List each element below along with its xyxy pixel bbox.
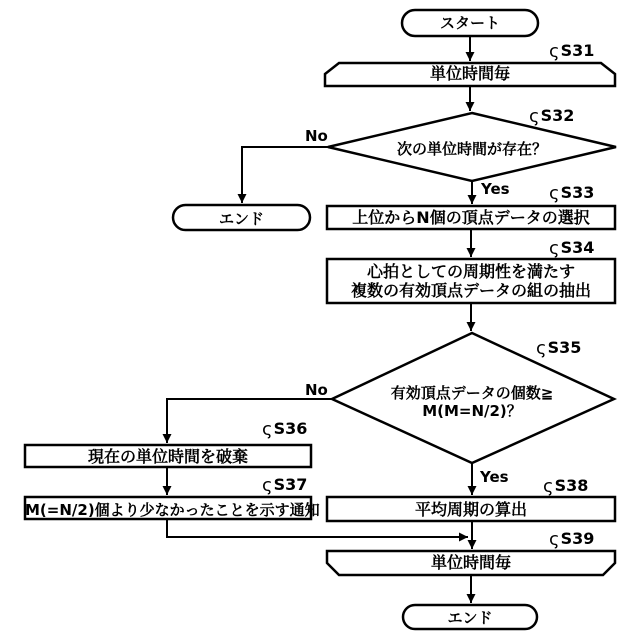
leader-squiggle-icon: ς [549, 183, 560, 204]
leader-squiggle-icon: ς [549, 529, 560, 550]
process-s38-label: 平均周期の算出 [414, 500, 527, 519]
process-s34-label-line2: 複数の有効頂点データの組の抽出 [350, 281, 591, 300]
loop-end-s39-label: 単位時間毎 [430, 553, 511, 572]
start-terminal-shape [402, 10, 538, 36]
loop-start-s31-shape [325, 63, 615, 86]
decision-s35-label-line1: 有効頂点データの個数≧ [390, 384, 554, 402]
process-s36-label: 現在の単位時間を破棄 [87, 447, 248, 466]
leader-squiggle-icon: ς [262, 475, 273, 496]
start-terminal-label: スタート [439, 14, 500, 32]
step-label-s31-text: S31 [560, 41, 595, 60]
leader-squiggle-icon: ς [262, 419, 273, 440]
process-s37-label: M(=N/2)個より少なかったことを示す通知 [25, 501, 320, 519]
process-s33-label: 上位からN個の頂点データの選択 [352, 208, 590, 227]
step-label-s36 [262, 420, 307, 438]
branch-label-yes-s32: Yes [481, 180, 510, 198]
leader-squiggle-icon: ς [529, 106, 540, 127]
leader-squiggle-icon: ς [549, 238, 560, 259]
step-label-s32 [529, 107, 574, 125]
step-label-s38-text: S38 [554, 476, 589, 495]
process-s36-shape [25, 445, 311, 467]
leader-squiggle-icon: ς [549, 41, 560, 62]
branch-label-no-s32: No [305, 127, 328, 145]
step-label-s35 [536, 339, 581, 357]
step-label-s36-text: S36 [273, 419, 308, 438]
leader-squiggle-icon: ς [543, 476, 554, 497]
step-label-s33-text: S33 [560, 183, 595, 202]
branch-label-no-s35: No [305, 381, 328, 399]
decision-s32-label: 次の単位時間が存在？ [396, 140, 547, 158]
loop-end-s39-shape [327, 551, 615, 575]
step-label-s31 [549, 42, 594, 60]
end-bottom-terminal-label: エンド [447, 609, 493, 627]
process-s34-label-line1: 心拍としての周期性を満たす [366, 262, 575, 281]
process-s34-shape [327, 259, 615, 303]
step-label-s34-text: S34 [560, 238, 595, 257]
step-label-s39-text: S39 [560, 529, 595, 548]
process-s38-shape [327, 497, 615, 521]
step-label-s37 [262, 476, 307, 494]
step-label-s37-text: S37 [273, 475, 308, 494]
loop-start-s31-label: 単位時間毎 [429, 64, 510, 83]
decision-s35-label-line2: M(M=N/2)？ [422, 402, 522, 420]
step-label-s33 [549, 184, 594, 202]
step-label-s39 [549, 530, 594, 548]
process-s33-shape [327, 206, 615, 229]
step-label-s35-text: S35 [547, 338, 582, 357]
end-left-terminal-label: エンド [218, 210, 264, 228]
branch-label-yes-s35: Yes [480, 468, 509, 486]
process-s37-shape [25, 497, 320, 519]
leader-squiggle-icon: ς [536, 338, 547, 359]
connector-s32-no-endleft [242, 147, 328, 203]
end-bottom-terminal-shape [403, 605, 537, 629]
end-left-terminal-shape [173, 205, 310, 230]
step-label-s38 [543, 477, 588, 495]
step-label-s32-text: S32 [540, 106, 575, 125]
step-label-s34 [549, 239, 594, 257]
